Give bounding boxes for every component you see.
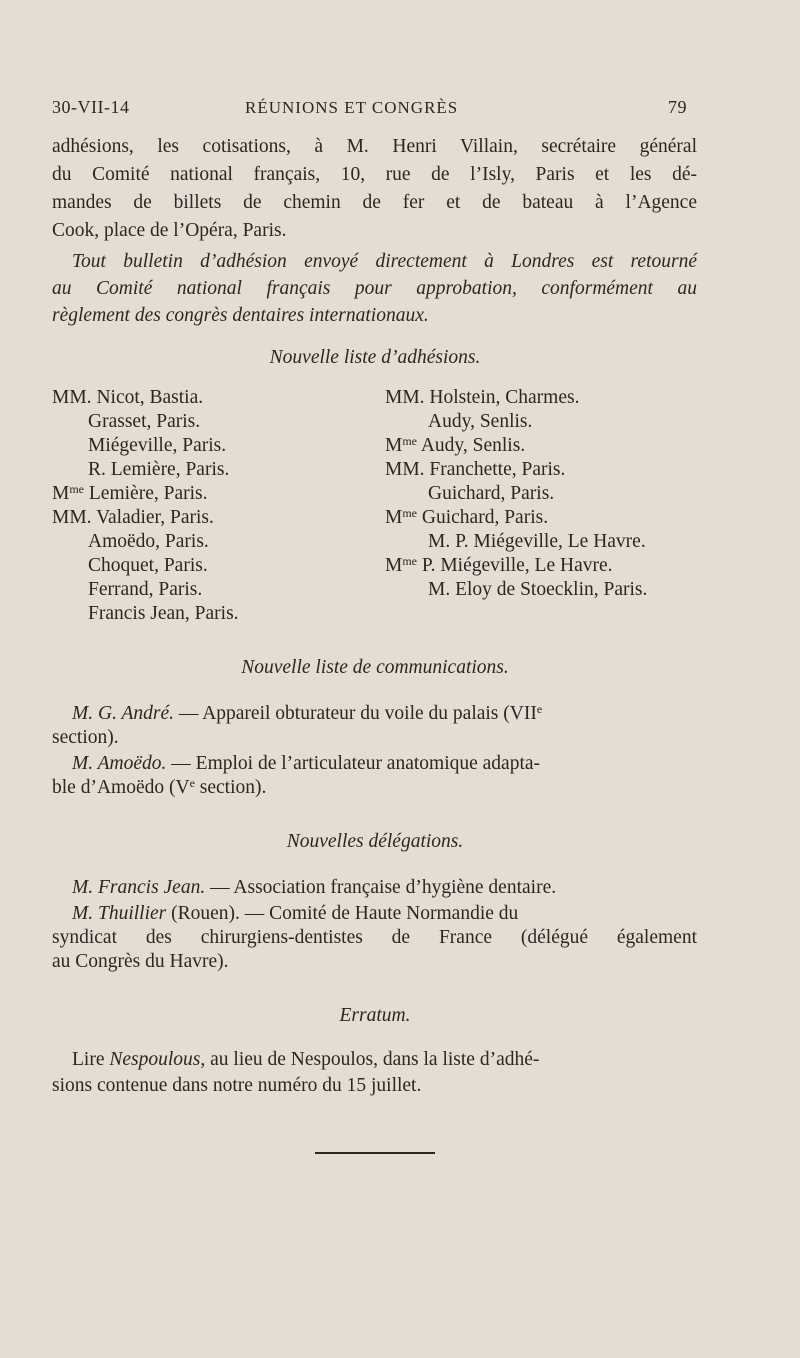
delegation-1-text: — Association française d’hygiène dentaire. bbox=[210, 877, 557, 898]
note-line-1: Tout bulletin d’adhésion envoyé directement à Londres est retourné bbox=[72, 251, 697, 272]
intro-line-3: mandes de billets de chemin de fer et de bateau à l’Agence bbox=[52, 192, 697, 213]
delegation-1 bbox=[72, 876, 556, 900]
header-title: RÉUNIONS ET CONGRÈS bbox=[245, 98, 459, 117]
communication-2-cont: ble d’Amoëdo (Ve section). bbox=[52, 776, 267, 798]
adhesion-left-6: MM. Valadier, Paris. bbox=[52, 507, 214, 528]
adhesion-right-2: Audy, Senlis. bbox=[428, 411, 533, 432]
intro-line-4: Cook, place de l’Opéra, Paris. bbox=[52, 220, 287, 241]
delegation-2-text: (Rouen). — Comité de Haute Normandie du bbox=[171, 903, 519, 924]
erratum-heading: Erratum. bbox=[339, 1005, 411, 1026]
adhesion-right-8: $M^{me}$ P. Miégeville, Le Havre. bbox=[385, 554, 613, 576]
erratum-line-1 bbox=[72, 1048, 539, 1072]
communication-1-cont: section). bbox=[52, 727, 119, 748]
adhesion-left-2: Grasset, Paris. bbox=[88, 411, 201, 432]
adhesion-left-1-text: Nicot, Bastia. bbox=[96, 387, 204, 408]
adhesion-right-5: Guichard, Paris. bbox=[428, 483, 555, 504]
adhesions-heading: Nouvelle liste d’adhésions. bbox=[269, 347, 481, 368]
communications-heading: Nouvelle liste de communications. bbox=[241, 657, 509, 678]
adhesion-right-6: $M^{me}$ Guichard, Paris. bbox=[385, 506, 549, 528]
delegation-2 bbox=[72, 902, 518, 926]
adhesion-right-1: MM. Holstein, Charmes. bbox=[385, 387, 580, 408]
intro-line-1: adhésions, les cotisations, à M. Henri Villain, secrétaire général bbox=[52, 136, 697, 157]
note-line-2: au Comité national français pour approbation, conformément au bbox=[52, 278, 697, 299]
erratum-text-a: Lire bbox=[72, 1049, 110, 1070]
adhesion-right-9: M. Eloy de Stoecklin, Paris. bbox=[428, 579, 648, 600]
delegation-2-cont-2: au Congrès du Havre). bbox=[52, 951, 229, 972]
adhesion-right-3: $M^{me}$ Audy, Senlis. bbox=[385, 434, 526, 456]
erratum-name: Nespoulous, bbox=[109, 1049, 206, 1070]
page-number: 79 bbox=[668, 97, 687, 117]
delegation-1-author: M. Francis Jean. bbox=[72, 877, 206, 898]
adhesion-left-10: Francis Jean, Paris. bbox=[88, 603, 239, 624]
adhesion-left-9: Ferrand, Paris. bbox=[88, 579, 203, 600]
adhesion-left-4: R. Lemière, Paris. bbox=[88, 459, 230, 480]
adhesion-left-3: Miégeville, Paris. bbox=[88, 435, 227, 456]
header-date: 30-VII-14 bbox=[52, 97, 130, 117]
note-line-3: règlement des congrès dentaires internationaux. bbox=[52, 305, 429, 326]
intro-line-2: du Comité national français, 10, rue de l’Isly, Paris et les dé- bbox=[52, 164, 697, 185]
communication-1-author: M. G. André. bbox=[72, 703, 175, 724]
delegation-2-cont-1: syndicat des chirurgiens-dentistes de France (délégué également bbox=[52, 927, 697, 948]
erratum-line-2: sions contenue dans notre numéro du 15 juillet. bbox=[52, 1075, 422, 1096]
communication-2-author: M. Amoëdo. bbox=[72, 753, 167, 774]
adhesion-left-1: MM. Nicot, Bastia. bbox=[52, 387, 204, 408]
adhesion-left-5: $M^{me}$ Lemière, Paris. bbox=[52, 482, 208, 504]
communication-1: M. G. André. — Appareil obturateur du voile du palais (VIIe bbox=[72, 702, 543, 724]
erratum-text-b: au lieu de Nespoulos, dans la liste d’adhé- bbox=[205, 1049, 540, 1070]
delegations-heading: Nouvelles délégations. bbox=[286, 831, 464, 852]
adhesion-right-4: MM. Franchette, Paris. bbox=[385, 459, 566, 480]
delegation-2-author: M. Thuillier bbox=[72, 903, 167, 924]
adhesion-left-7: Amoëdo, Paris. bbox=[88, 531, 209, 552]
communication-2: M. Amoëdo. — Emploi de l’articulateur anatomique adapta- bbox=[72, 753, 541, 774]
closing-rule bbox=[315, 1152, 435, 1154]
adhesion-left-8: Choquet, Paris. bbox=[88, 555, 208, 576]
adhesion-right-7: M. P. Miégeville, Le Havre. bbox=[428, 531, 646, 552]
